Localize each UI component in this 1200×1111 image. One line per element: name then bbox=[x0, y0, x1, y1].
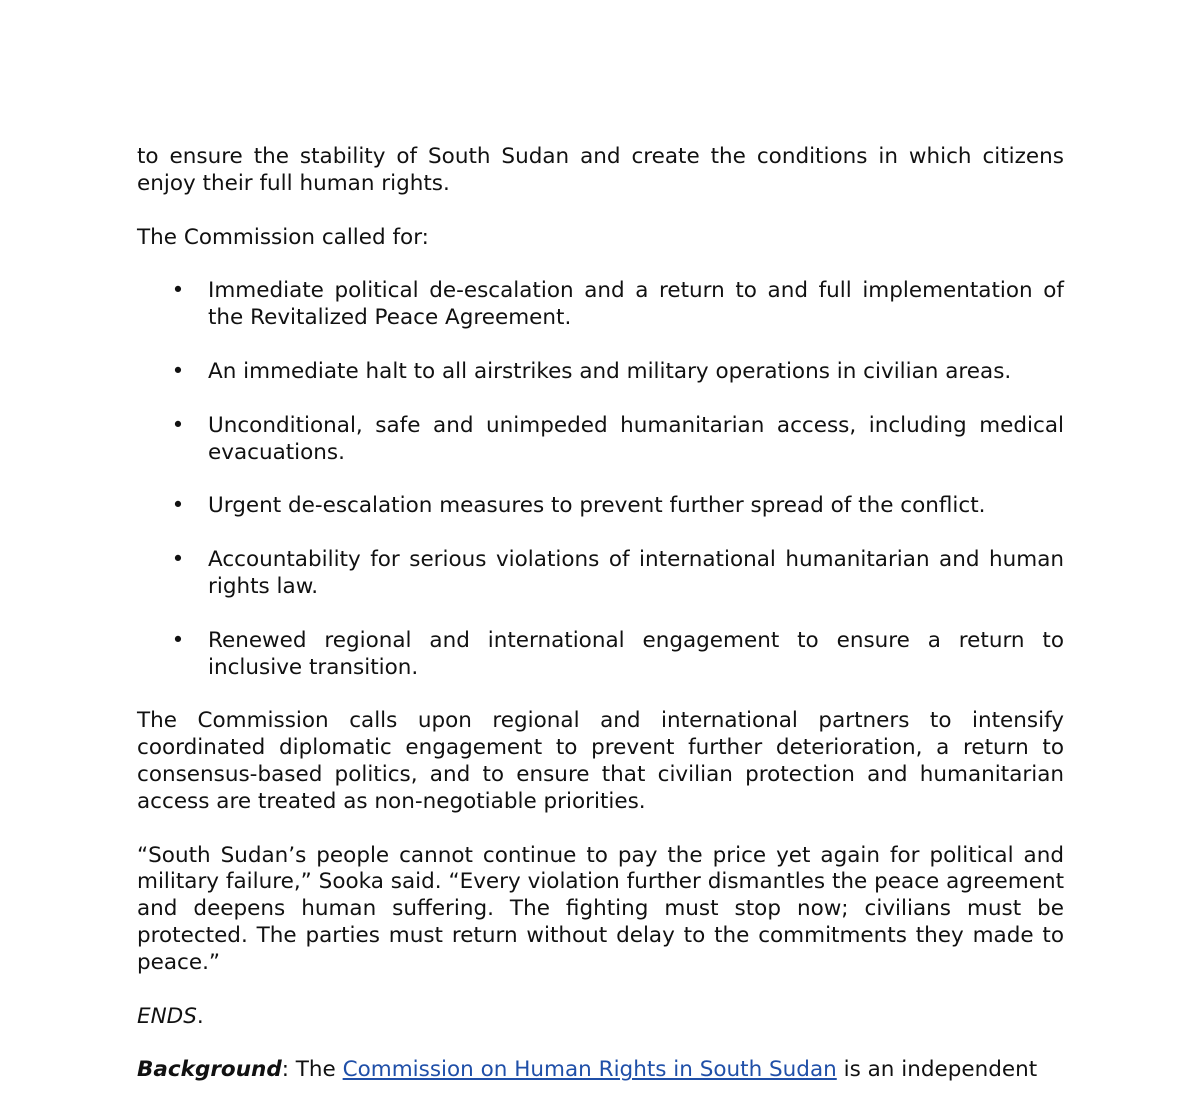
list-item-text: Unconditional, safe and unimpeded humanitarian access, including medical evacuations. bbox=[208, 412, 1064, 465]
background-tail: is an independent bbox=[836, 1057, 1038, 1083]
opening-paragraph: to ensure the stability of South Sudan and create the conditions in which citizens enjoy their full human rights. bbox=[137, 144, 1064, 196]
commission-link[interactable]: Commission on Human Rights in South Sudan bbox=[342, 1057, 837, 1083]
list-item bbox=[137, 547, 1064, 601]
list-item bbox=[137, 493, 1064, 520]
background-sep: : The bbox=[281, 1057, 343, 1083]
list-item bbox=[137, 278, 1064, 332]
bullet-icon: • bbox=[171, 547, 185, 573]
bullet-icon: • bbox=[171, 627, 185, 653]
quote-paragraph: “South Sudan’s people cannot continue to pay the price yet again for political and military failure,” Sooka said. “Every violation further dismantles the peace agreement and deepens human suffering. The fighting must stop now; civilians must be protected. The parties must return without delay to the commitments they made to peace.” bbox=[137, 842, 1064, 975]
background-paragraph bbox=[137, 1057, 1064, 1084]
bullet-icon: • bbox=[171, 278, 185, 304]
list-item bbox=[137, 413, 1064, 467]
ends-punct: . bbox=[196, 1003, 204, 1029]
list-item-text: Accountability for serious violations of international humanitarian and human rights law. bbox=[208, 547, 1064, 599]
document-page bbox=[137, 144, 1064, 1111]
list-item bbox=[137, 628, 1064, 682]
list-item-text: Immediate political de-escalation and a return to and full implementation of the Revitalized Peace Agreement. bbox=[208, 278, 1064, 331]
bullet-icon: • bbox=[171, 412, 185, 438]
list-item-text: An immediate halt to all airstrikes and military operations in civilian areas. bbox=[208, 358, 1012, 384]
ends-marker bbox=[137, 1004, 1064, 1031]
ends-label: ENDS bbox=[137, 1003, 197, 1029]
called-for-intro: The Commission called for: bbox=[137, 224, 429, 250]
bullet-icon: • bbox=[171, 493, 185, 519]
bullet-icon: • bbox=[171, 358, 185, 384]
list-item-text: Urgent de-escalation measures to prevent further spread of the conflict. bbox=[208, 493, 986, 519]
background-label: Background bbox=[137, 1057, 282, 1083]
list-item-text: Renewed regional and international engagement to ensure a return to inclusive transition. bbox=[208, 627, 1064, 680]
demands-list bbox=[137, 278, 1064, 681]
list-item bbox=[137, 359, 1064, 386]
calls-upon-paragraph: The Commission calls upon regional and international partners to intensify coordinated diplomatic engagement to prevent further deterioration, a return to consensus-based politics, and to ensure that civilian protection and humanitarian access are treated as non-negotiable priorities. bbox=[137, 708, 1064, 814]
